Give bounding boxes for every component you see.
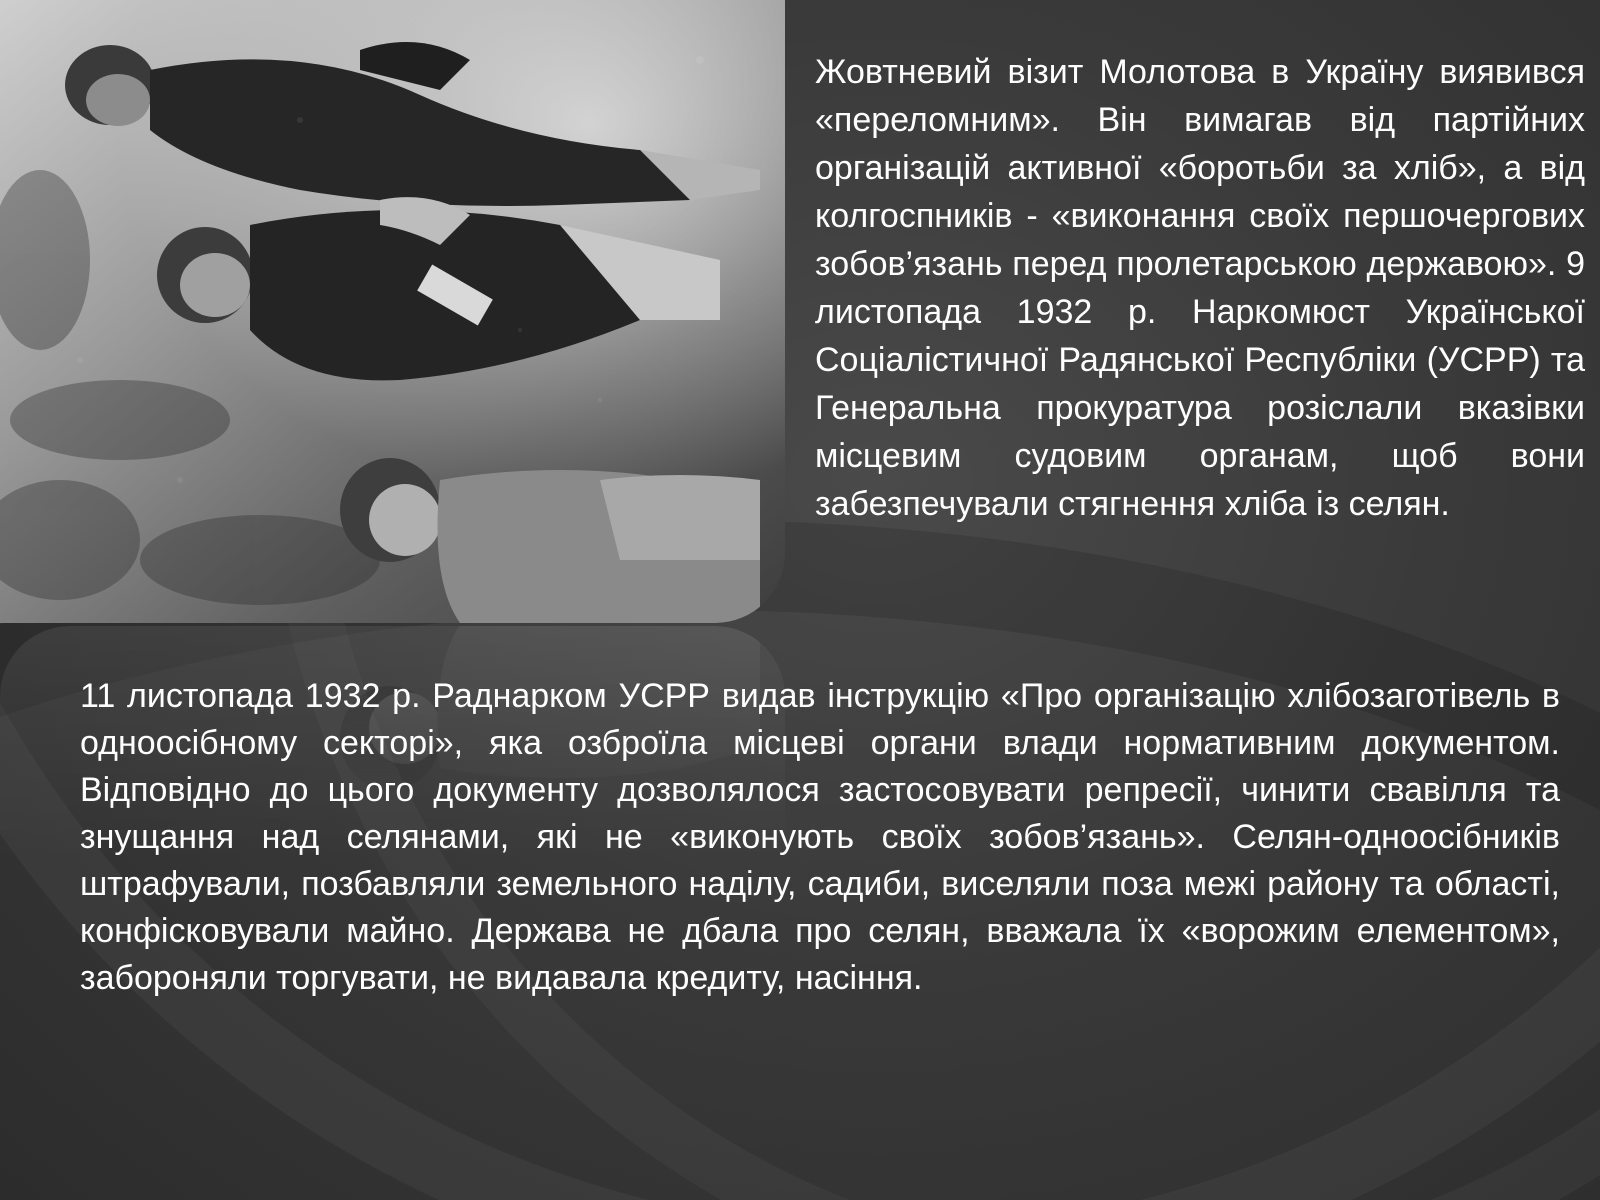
paragraph-right: Жовтневий візит Молотова в Україну виявився «переломним». Він вимагав від партійних організацій активної «боротьби за хліб», а від колгоспників - «виконання своїх першочергових зобов’язань перед пролетарською державою». 9 листопада 1932 р. Наркомюст Української Соціалістичної Радянської Республіки (УСРР) та Генеральна прокуратура розіслали вказівки місцевим судовим органам, щоб вони забезпечували стягнення хліба із селян. [815,53,1585,523]
historical-photo [0,0,785,623]
paragraph-bottom: 11 листопада 1932 р. Раднарком УСРР видав інструкцію «Про організацію хлібозаготівель в одноосібному секторі», яка озброїла місцеві органи влади нормативним документом. Відповідно до цього документу дозволялося застосовувати репресії, чинити свавілля та знущання над селянами, які не «виконують своїх зобов’язань». Селян-одноосібників штрафували, позбавляли земельного наділу, садиби, виселяли поза межі району та області, конфісковували майно. Держава не дбала про селян, вважала їх «ворожим елементом», забороняли торгувати, не видавала кредиту, насіння. [80,677,1560,997]
